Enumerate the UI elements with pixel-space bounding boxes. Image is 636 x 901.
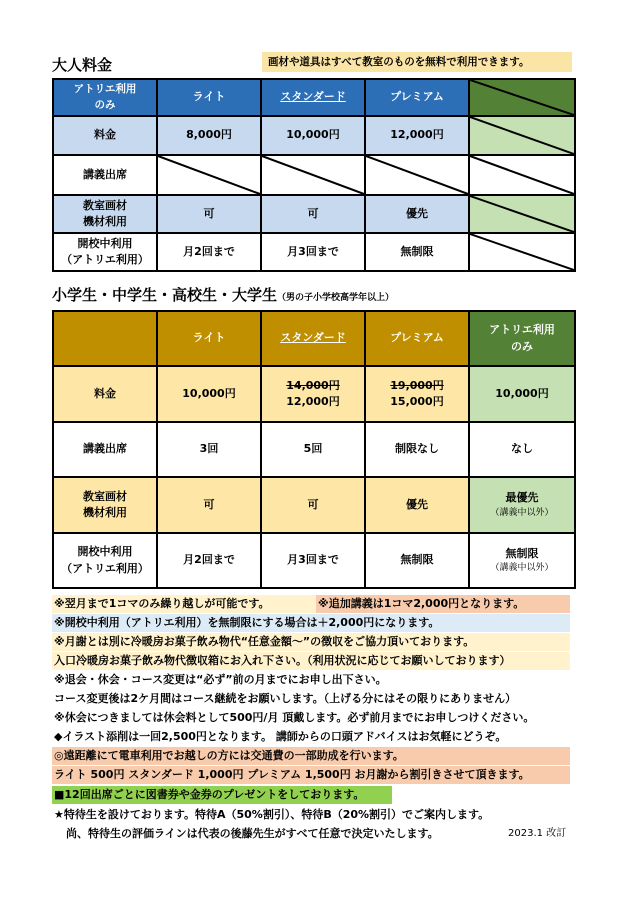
note-extra-lecture: ※追加講義は1コマ2,000円となります。 — [316, 595, 570, 613]
adult-materials-premium: 優先 — [365, 195, 469, 233]
note-withdrawal: ※退会・休会・コース変更は“必ず”前の月までにお申し出下さい。 — [54, 673, 387, 686]
student-row-label-materials: 教室画材 機材利用 — [53, 477, 157, 533]
adult-title: 大人料金 — [52, 56, 113, 74]
student-fee-atelier: 10,000円 — [469, 366, 575, 422]
note-snack-fee: ※月謝とは別に冷暖房お菓子飲み物代“任意金額～”の徴収をご協力頂いております。 — [52, 633, 570, 651]
note-scholarship-evaluation: 尚、特待生の評価ラインは代表の後藤先生がすべて任意で決定いたします。 — [66, 827, 439, 840]
adult-header-standard: スタンダード — [261, 79, 365, 116]
adult-materials-light: 可 — [157, 195, 261, 233]
student-header-blank — [53, 311, 157, 366]
adult-lectures-light — [157, 155, 261, 195]
adult-fee-standard: 10,000円 — [261, 116, 365, 155]
adult-row-label-open-use: 開校中利用 （アトリエ利用） — [53, 233, 157, 271]
student-open-premium: 無制限 — [365, 533, 469, 588]
student-fee-light: 10,000円 — [157, 366, 261, 422]
adult-header-premium: プレミアム — [365, 79, 469, 116]
adult-header-atelier: アトリエ利用 のみ — [53, 79, 157, 116]
adult-lectures-premium — [365, 155, 469, 195]
adult-lectures-standard — [261, 155, 365, 195]
student-open-light: 月2回まで — [157, 533, 261, 588]
student-open-atelier-note: （講義中以外） — [490, 563, 554, 573]
student-row-label-fee: 料金 — [53, 366, 157, 422]
student-materials-light: 可 — [157, 477, 261, 533]
student-materials-atelier-value: 最優先 — [505, 491, 539, 504]
student-row-label-lectures: 講義出席 — [53, 422, 157, 477]
student-header-light: ライト — [157, 311, 261, 366]
student-fee-standard — [261, 366, 365, 422]
student-header-standard: スタンダード — [261, 311, 365, 366]
note-course-change: コース変更後は2ケ月間はコース継続をお願いします。（上げる分にはその限りにありません） — [54, 692, 517, 705]
adult-header-light: ライト — [157, 79, 261, 116]
student-fee-premium-new: 15,000円 — [390, 395, 444, 408]
student-title — [52, 284, 394, 305]
note-leave-fee: ※休会につきましては休会料として500円/月 頂戴します。必ず前月までにお申しつけください。 — [54, 711, 535, 724]
adult-fee-premium: 12,000円 — [365, 116, 469, 155]
adult-open-premium: 無制限 — [365, 233, 469, 271]
adult-banner: 画材や道具はすべて教室のものを無料で利用できます。 — [262, 52, 572, 72]
adult-header-empty — [469, 79, 575, 116]
student-lectures-premium: 制限なし — [365, 422, 469, 477]
student-materials-atelier — [469, 477, 575, 533]
note-carryover: ※翌月まで1コマのみ繰り越しが可能です。 — [52, 595, 316, 613]
adult-price-table — [52, 78, 576, 272]
student-price-table — [52, 310, 576, 589]
adult-fee-light: 8,000円 — [157, 116, 261, 155]
student-lectures-atelier: なし — [469, 422, 575, 477]
adult-materials-empty — [469, 195, 575, 233]
student-open-atelier-value: 無制限 — [505, 546, 539, 560]
student-lectures-standard: 5回 — [261, 422, 365, 477]
adult-open-standard: 月3回まで — [261, 233, 365, 271]
note-gift-present: ■12回出席ごとに図書券や金券のプレゼントをしております。 — [52, 786, 392, 804]
note-unlimited-open-use: ※開校中利用（アトリエ利用）を無制限にする場合は＋2,000円になります。 — [52, 614, 570, 632]
note-transport-subsidy: ◎遠距離にて電車利用でお越しの方には交通費の一部助成を行います。 — [52, 747, 570, 765]
adult-open-empty — [469, 233, 575, 271]
student-lectures-light: 3回 — [157, 422, 261, 477]
student-header-premium: プレミアム — [365, 311, 469, 366]
note-snack-box: 入口冷暖房お菓子飲み物代徴収箱にお入れ下さい。（利用状況に応じてお願いしております） — [52, 652, 570, 670]
student-title-text: 小学生・中学生・高校生・大学生 — [52, 286, 278, 304]
student-materials-standard: 可 — [261, 477, 365, 533]
student-materials-premium: 優先 — [365, 477, 469, 533]
note-illustration-review: ◆イラスト添削は一回2,500円となります。 講師からの口頭アドバイスはお気軽にどうぞ。 — [54, 730, 507, 743]
adult-row-label-fee: 料金 — [53, 116, 157, 155]
student-open-standard: 月3回まで — [261, 533, 365, 588]
revision-date: 2023.1 改訂 — [508, 828, 567, 839]
note-transport-discount: ライト 500円 スタンダード 1,000円 プレミアム 1,500円 お月謝から割引きさせて頂きます。 — [52, 766, 570, 784]
adult-lectures-empty — [469, 155, 575, 195]
adult-materials-standard: 可 — [261, 195, 365, 233]
adult-open-light: 月2回まで — [157, 233, 261, 271]
note-scholarship: ★特待生を設けております。特待A（50%割引）、特待B（20%割引）でご案内します。 — [54, 808, 490, 821]
student-header-atelier: アトリエ利用 のみ — [469, 311, 575, 366]
student-fee-standard-old: 14,000円 — [286, 378, 340, 392]
student-materials-atelier-note: （講義中以外） — [490, 507, 554, 518]
student-fee-standard-new: 12,000円 — [286, 395, 340, 408]
student-subtitle: （男の子小学校高学年以上） — [277, 293, 395, 303]
student-open-atelier — [469, 533, 575, 588]
adult-row-label-lectures: 講義出席 — [53, 155, 157, 195]
student-row-label-open-use: 開校中利用 （アトリエ利用） — [53, 533, 157, 588]
student-fee-premium — [365, 366, 469, 422]
adult-row-label-materials: 教室画材 機材利用 — [53, 195, 157, 233]
student-fee-premium-old: 19,000円 — [390, 378, 444, 392]
adult-fee-empty — [469, 116, 575, 155]
